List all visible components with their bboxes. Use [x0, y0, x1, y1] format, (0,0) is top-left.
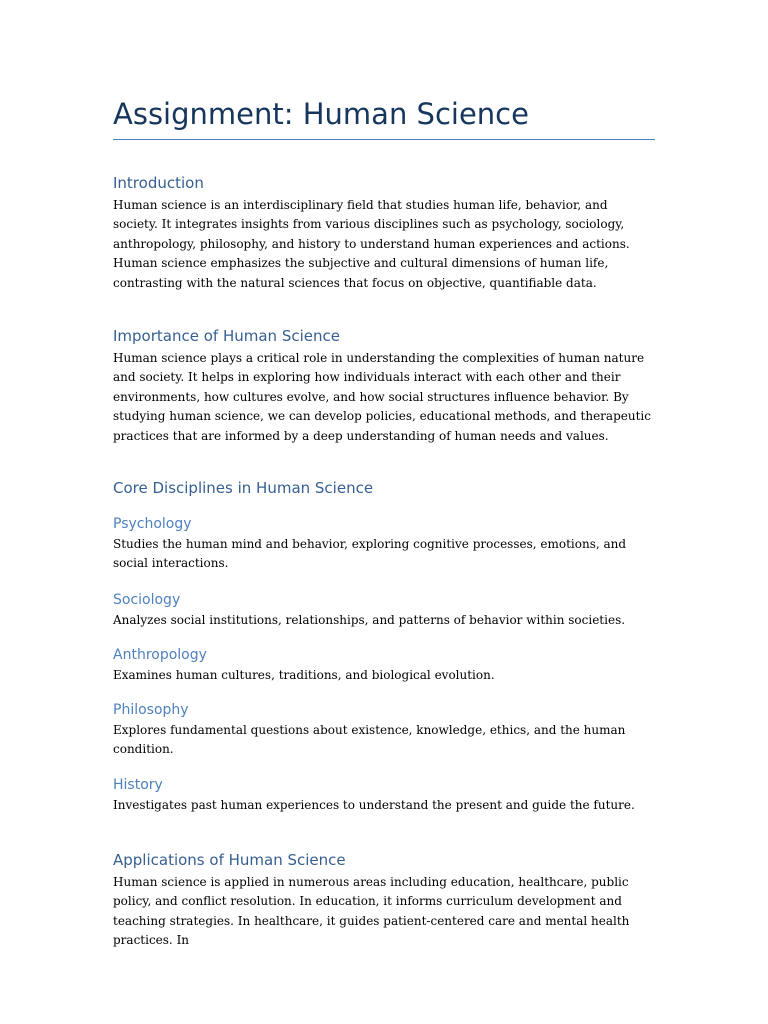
- paragraph-introduction: Human science is an interdisciplinary field that studies human life, behavior, and society. It integrates insights from various disciplines such as psychology, sociology, anthropology, philosophy, and history to understand human experiences and actions. Human science emphasizes the subjective and cultural dimensions of human life, contrasting with the natural sciences that focus on objective, quantifiable data.: [113, 198, 630, 290]
- subheading-sociology: Sociology: [113, 592, 181, 608]
- discipline-anthropology: [113, 645, 655, 685]
- discipline-psychology: [113, 514, 655, 574]
- heading-importance: Importance of Human Science: [113, 327, 340, 345]
- discipline-philosophy: [113, 700, 655, 760]
- paragraph-applications: Human science is applied in numerous areas including education, healthcare, public policy, and conflict resolution. In education, it informs curriculum development and teaching strategies. In healthcare, it guides patient-centered care and mental health practices. In: [113, 875, 630, 948]
- subheading-anthropology: Anthropology: [113, 647, 207, 663]
- subheading-philosophy: Philosophy: [113, 702, 189, 718]
- paragraph-history: Investigates past human experiences to understand the present and guide the future.: [113, 798, 635, 812]
- section-core-disciplines: [113, 477, 655, 499]
- title-underline: [113, 139, 655, 140]
- section-introduction: [113, 172, 655, 293]
- subheading-psychology: Psychology: [113, 516, 192, 532]
- discipline-history: [113, 775, 655, 815]
- paragraph-philosophy: Explores fundamental questions about existence, knowledge, ethics, and the human condition.: [113, 723, 626, 757]
- section-applications: [113, 849, 655, 951]
- paragraph-importance: Human science plays a critical role in understanding the complexities of human nature and society. It helps in exploring how individuals interact with each other and their environments, how cultures evolve, and how social structures influence behavior. By studying human science, we can develop policies, educational methods, and therapeutic practices that are informed by a deep understanding of human needs and values.: [113, 351, 651, 443]
- heading-core-disciplines: Core Disciplines in Human Science: [113, 479, 374, 497]
- document-title: Assignment: Human Science: [113, 97, 529, 131]
- subheading-history: History: [113, 777, 163, 793]
- heading-applications: Applications of Human Science: [113, 851, 346, 869]
- section-importance: [113, 325, 655, 446]
- paragraph-anthropology: Examines human cultures, traditions, and biological evolution.: [113, 668, 495, 682]
- paragraph-sociology: Analyzes social institutions, relationships, and patterns of behavior within societies.: [113, 613, 626, 627]
- paragraph-psychology: Studies the human mind and behavior, exploring cognitive processes, emotions, and social interactions.: [113, 537, 627, 571]
- heading-introduction: Introduction: [113, 174, 204, 192]
- discipline-sociology: [113, 590, 655, 630]
